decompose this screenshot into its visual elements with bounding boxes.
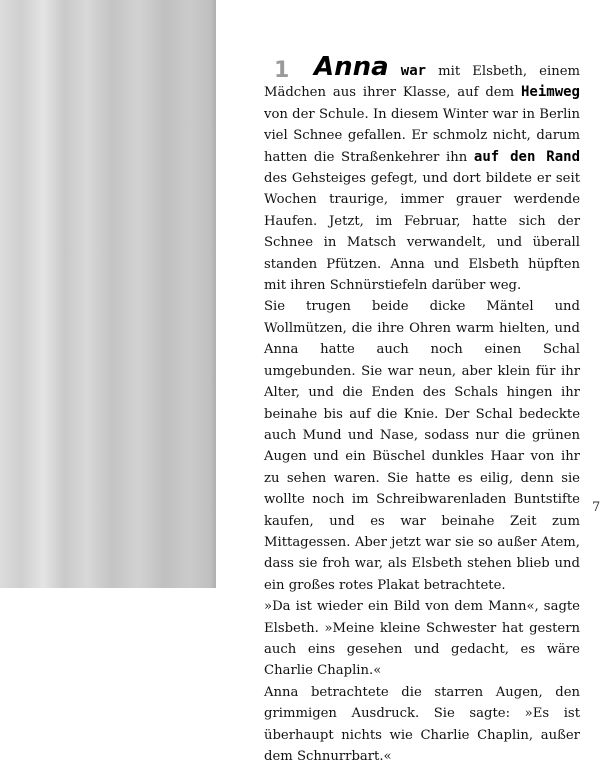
- page-number: 7: [592, 500, 600, 515]
- paragraph-1: [264, 52, 581, 296]
- paragraph-2: Sie trugen beide dicke Mäntel und Wollmützen, die ihre Ohren warm hielten, und Anna hatte auch noch einen Schal umgebunden. Sie war neun, aber klein für ihr Alter, und die Enden des Schals hingen ihr beinahe bis auf die Knie. Der Schal bedeckte auch Mund und Nase, sodass nur die grünen Augen und ein Büschel dunkles Haar von ihr zu sehen waren. Sie hatte es eilig, denn sie wollte noch im Schreibwarenladen Buntstifte kaufen, und es war beinahe Zeit zum Mittagessen. Aber jetzt war sie so außer Atem, dass sie froh war, als Elsbeth stehen blieb und ein großes rotes Plakat betrachtete.: [264, 299, 580, 593]
- paragraph-1-text-c: des Gehsteiges gefegt, und dort bildete er seit Wochen traurige, immer grauer werdende Haufen. Jetzt, im Februar, hatte sich der Schnee in Matsch verwandelt, und überall standen Pfützen. Anna und Elsbeth hüpften mit ihren Schnürstiefeln darüber weg.: [264, 171, 580, 294]
- highlighted-word-heimweg: Heimweg: [520, 84, 580, 101]
- paragraph-4: Anna betrachtete die starren Augen, den grimmigen Ausdruck. Sie sagte: »Es ist überhaupt nichts wie Charlie Chaplin, außer dem Schnurrbart.«: [264, 684, 580, 764]
- lead-word: Anna: [314, 52, 389, 82]
- paragraph-1-text-a: mit Elsbeth, einem Mädchen aus ihrer Klasse, auf dem: [264, 64, 581, 101]
- highlighted-phrase-rand: auf den Rand: [473, 148, 580, 165]
- book-gutter-shadow: [0, 0, 216, 588]
- highlighted-word-war: war: [400, 63, 427, 79]
- body-text: [264, 52, 581, 767]
- paragraph-3: »Da ist wieder ein Bild von dem Mann«, sagte Elsbeth. »Meine kleine Schwester hat gestern auch eins gesehen und gedacht, es wäre Charlie Chaplin.«: [264, 599, 580, 679]
- chapter-number: 1: [274, 58, 290, 83]
- paragraph-1-text-b: von der Schule. In diesem Winter war in Berlin viel Schnee gefallen. Er schmolz nicht, darum hatten die Straßenkehrer ihn: [264, 106, 580, 165]
- book-page: [216, 0, 600, 764]
